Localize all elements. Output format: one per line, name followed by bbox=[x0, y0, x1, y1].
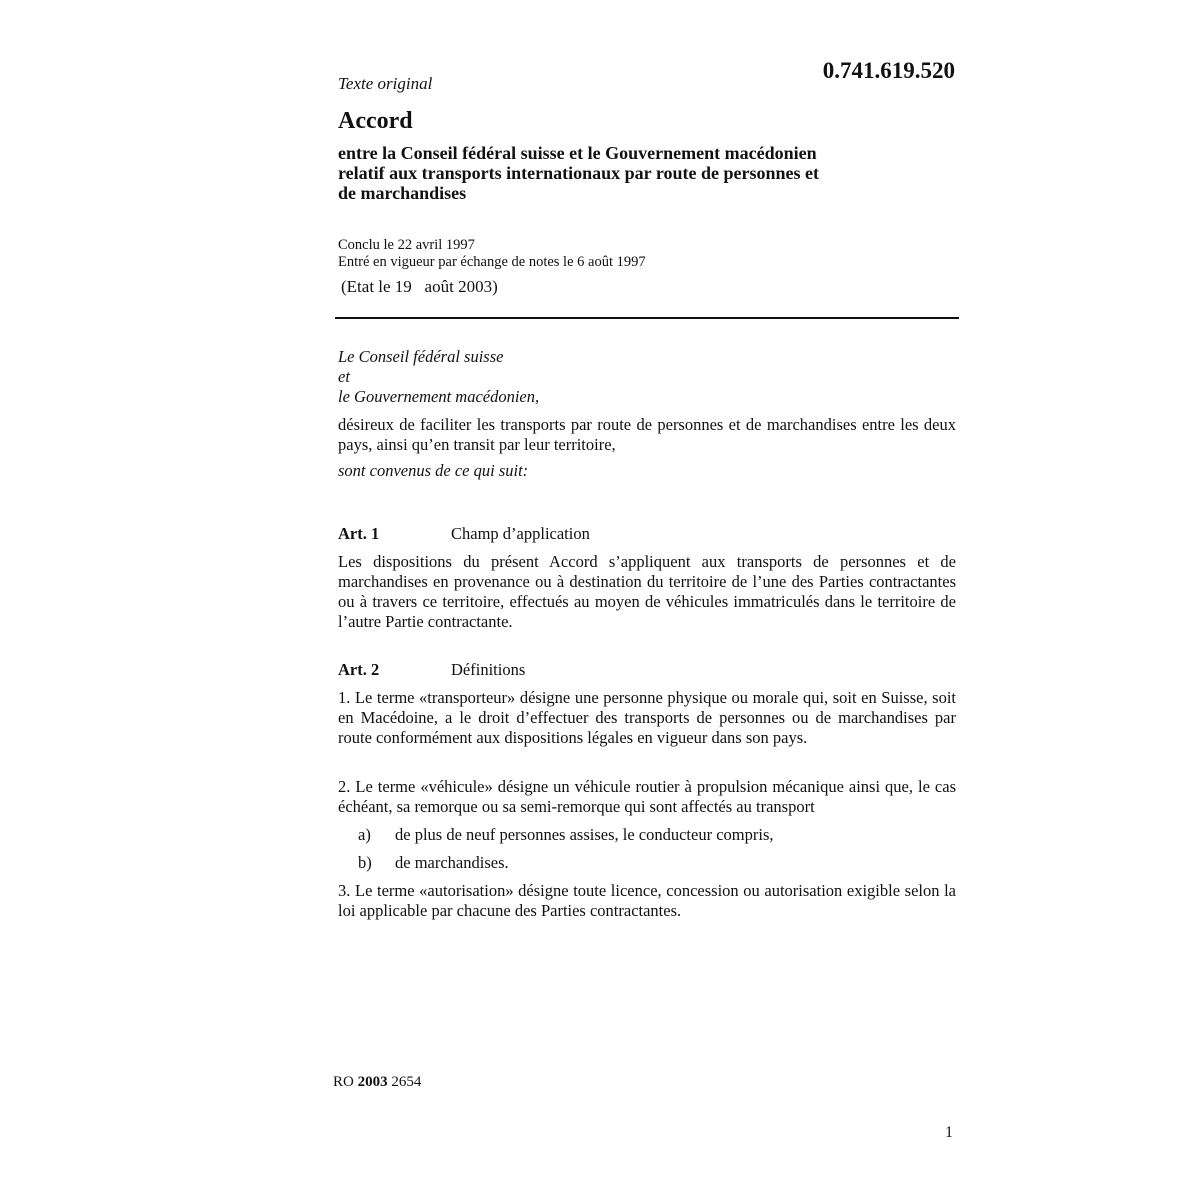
preamble bbox=[338, 347, 956, 481]
page-number: 1 bbox=[945, 1124, 953, 1141]
list-item-text: de plus de neuf personnes assises, le conducteur compris, bbox=[395, 825, 774, 844]
list-item-text: de marchandises. bbox=[395, 853, 509, 872]
article-number: Art. 1 bbox=[338, 524, 380, 543]
state-date bbox=[341, 277, 498, 297]
entry-into-force: Entré en vigueur par échange de notes le 6 août 1997 bbox=[338, 254, 646, 270]
subtitle-line: entre la Conseil fédéral suisse et le Gouvernement macédonien bbox=[338, 143, 817, 163]
concluded-date: Conclu le 22 avril 1997 bbox=[338, 237, 475, 253]
article-2-paragraph-3: 3. Le terme «autorisation» désigne toute licence, concession ou autorisation exigible selon la loi applicable par chacune des Parties contractantes. bbox=[338, 881, 956, 920]
article-2-paragraph-1: 1. Le terme «transporteur» désigne une personne physique ou morale qui, soit en Suisse, soit en Macédoine, a le droit d’effectuer des transports de personnes ou de marchandises par route conformément aux dispositions légales en vigueur dans son pays. bbox=[338, 688, 956, 747]
list-item bbox=[358, 825, 774, 845]
header-divider bbox=[335, 317, 959, 319]
article-title: Définitions bbox=[451, 660, 526, 679]
conclusion-info bbox=[338, 237, 646, 271]
article-2-heading bbox=[338, 660, 525, 680]
ro-prefix: RO bbox=[333, 1074, 354, 1090]
state-date-text: (Etat le 19 août 2003) bbox=[341, 277, 498, 296]
list-item bbox=[358, 853, 509, 873]
article-1-text: Les dispositions du présent Accord s’appliquent aux transports de personnes et de marchandises en provenance ou à destination du territoire de l’une des Parties contractantes ou à travers ce territoire, effectués au moyen de véhicules immatriculés dans le territoire de l’autre Partie contractante. bbox=[338, 552, 956, 631]
subtitle-line: de marchandises bbox=[338, 183, 467, 203]
party-macedonian: le Gouvernement macédonien, bbox=[338, 387, 540, 406]
article-2-paragraph-2: 2. Le terme «véhicule» désigne un véhicule routier à propulsion mécanique ainsi que, le cas échéant, sa remorque ou sa semi-remorque qui sont affectés au transport bbox=[338, 777, 956, 816]
party-swiss: Le Conseil fédéral suisse bbox=[338, 347, 504, 366]
document-subtitle bbox=[338, 143, 898, 203]
ro-page: 2654 bbox=[391, 1074, 422, 1090]
party-conjunction: et bbox=[338, 367, 350, 386]
original-text-label: Texte original bbox=[338, 74, 433, 93]
document-title: Accord bbox=[338, 108, 413, 134]
article-number: Art. 2 bbox=[338, 660, 380, 679]
list-item-label: b) bbox=[358, 853, 372, 872]
ro-reference bbox=[333, 1074, 421, 1091]
article-1-heading bbox=[338, 524, 590, 544]
subtitle-line: relatif aux transports internationaux par route de personnes et bbox=[338, 163, 819, 183]
preamble-recital: désireux de faciliter les transports par route de personnes et de marchandises entre les deux pays, ainsi qu’en transit par leur territoire, bbox=[338, 415, 956, 454]
list-item-label: a) bbox=[358, 825, 371, 844]
srn-number: 0.741.619.520 bbox=[822, 58, 955, 83]
preamble-agreement: sont convenus de ce qui suit: bbox=[338, 461, 529, 480]
ro-year: 2003 bbox=[357, 1074, 388, 1090]
article-title: Champ d’application bbox=[451, 524, 590, 543]
